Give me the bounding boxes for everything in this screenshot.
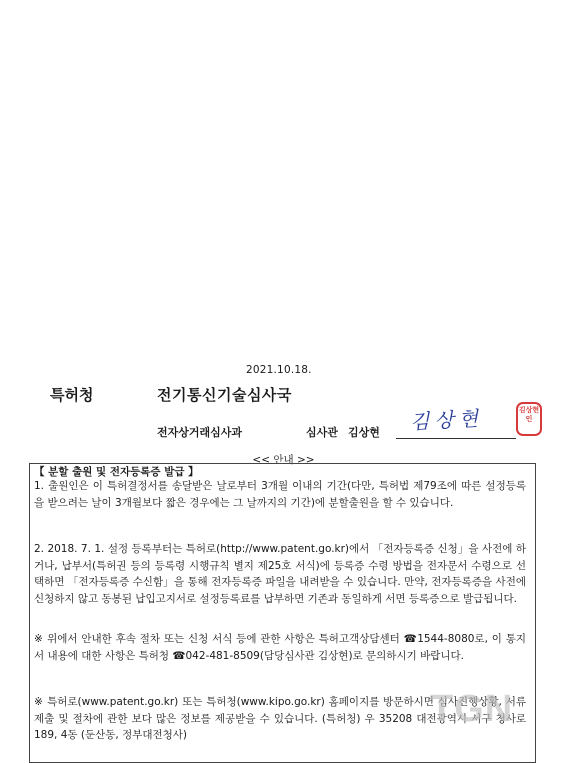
examiner-label: 심사관: [306, 426, 338, 439]
handwritten-signature: 김상현: [409, 406, 484, 434]
guide-paragraph-1: 1. 출원인은 이 특허결정서를 송달받은 날로부터 3개월 이내의 기간(다만, 특허법 제79조에 따른 설정등록을 받으려는 날이 3개월보다 짧은 경우에는 그 날까지의 기간)에 분할출원을 할 수 있습니다.: [34, 480, 526, 509]
red-seal-stamp: 김상현인: [516, 402, 542, 436]
guide-heading: 【 분할 출원 및 전자등록증 발급 】: [34, 466, 199, 478]
decision-date: 2021.10.18.: [246, 364, 312, 376]
bureau-name: 전기통신기술심사국: [157, 386, 292, 404]
guide-title: << 안내 >>: [252, 454, 315, 466]
guide-paragraph-3: ※ 위에서 안내한 후속 절차 또는 신청 서식 등에 관한 사항은 특허고객상담센터 ☎1544-8080로, 이 통지서 내용에 대한 사항은 특허청 ☎042-481-8509(담당심사관 김상현)로 문의하시기 바랍니다.: [34, 633, 526, 662]
division-name: 전자상거래심사과: [157, 426, 243, 439]
examiner-name: 김상현: [348, 426, 380, 439]
signature-line: [396, 438, 516, 439]
office-name: 특허청: [50, 386, 94, 404]
tgn-watermark: TGN: [430, 688, 514, 730]
guide-paragraph-4: ※ 특허로(www.patent.go.kr) 또는 특허청(www.kipo.go.kr) 홈페이지를 방문하시면 심사진행상황, 서류 제출 및 절차에 관한 보다 많은 정보를 제공받을 수 있습니다. (특허청) 우 35208 대전광역시 서구 청사로 189, 4동 (둔산동, 정부대전청사): [34, 696, 526, 741]
guide-paragraph-2: 2. 2018. 7. 1. 설정 등록부터는 특허로(http://www.patent.go.kr)에서 「전자등록증 신청」을 사전에 하거나, 납부서(특허권 등의 등록령 시행규칙 별지 제25호 서식)에 등록증 수령 방법을 전자문서 수령으로 선택하면 「전자등록증 수신함」을 통해 전자등록증 파일을 내려받을 수 있습니다. 만약, 전자등록증을 사전에 신청하지 않고 동봉된 납입고지서로 설정등록료를 납부하면 기존과 동일하게 서면 등록증으로 발급됩니다.: [34, 543, 526, 605]
